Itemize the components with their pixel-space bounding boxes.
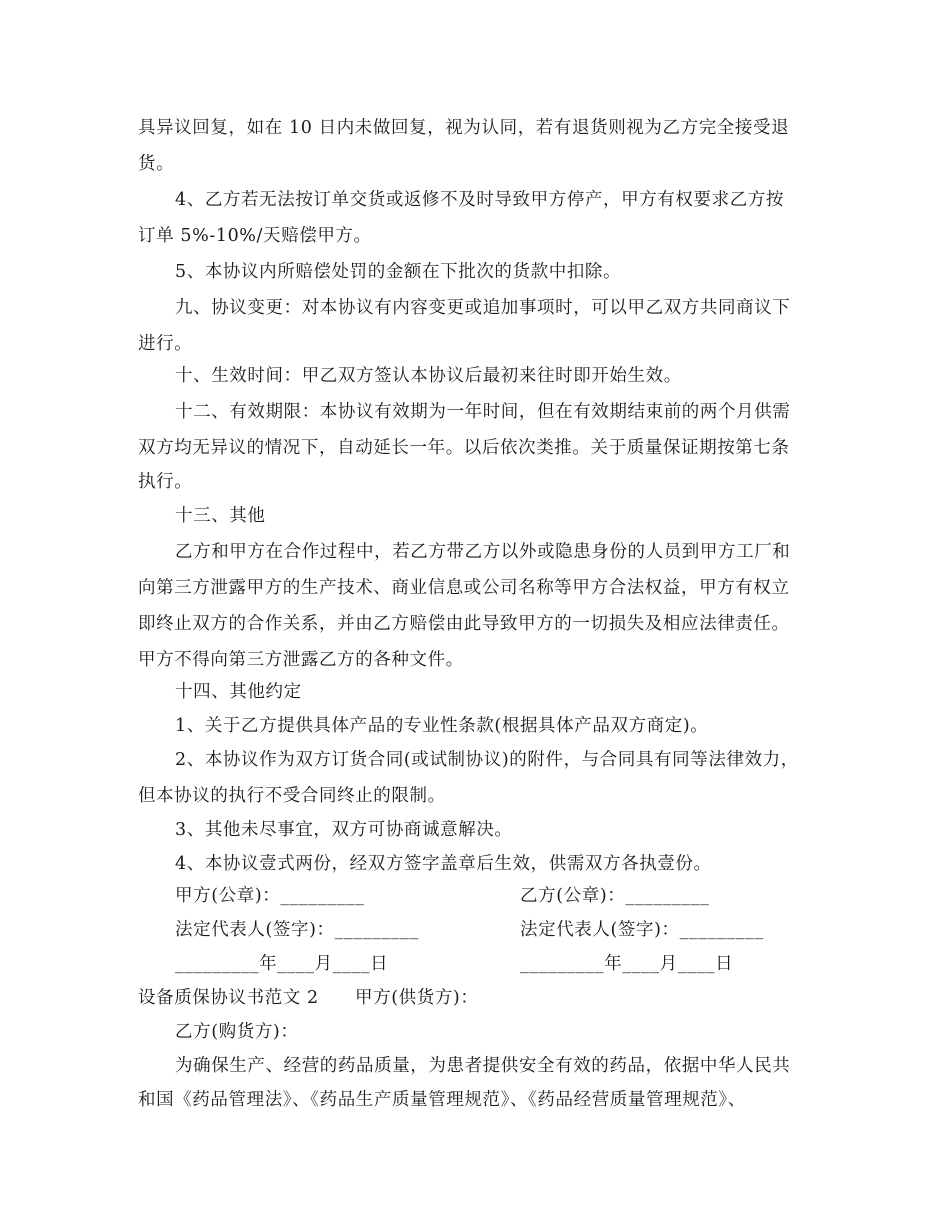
party-a-seal: 甲方(公章)：_________: [175, 886, 365, 906]
text-line: 执行。: [138, 472, 193, 492]
text-line: 5、本协议内所赔偿处罚的金额在下批次的货款中扣除。: [175, 262, 622, 282]
text-line: 4、乙方若无法按订单交货或返修不及时导致甲方停产，甲方有权要求乙方按: [175, 190, 785, 210]
text-line: 十、生效时间：甲乙双方签认本协议后最初来往时即开始生效。: [175, 366, 682, 386]
text-line: 为确保生产、经营的药品质量，为患者提供安全有效的药品，依据中华人民共: [175, 1056, 791, 1076]
text-line: 向第三方泄露甲方的生产技术、商业信息或公司名称等甲方合法权益，甲方有权立: [138, 578, 790, 598]
party-b-representative: 法定代表人(签字)：_________: [520, 920, 764, 940]
party-b-seal: 乙方(公章)：_________: [520, 886, 710, 906]
text-line: 1、关于乙方提供具体产品的专业性条款(根据具体产品双方商定)。: [175, 716, 709, 736]
buyer-line: 乙方(购货方)：: [175, 1022, 299, 1042]
text-line: 具异议回复，如在 10 日内未做回复，视为认同，若有退货则视为乙方完全接受退: [138, 118, 790, 138]
party-a-representative: 法定代表人(签字)：_________: [175, 920, 419, 940]
text-line: 十二、有效期限：本协议有效期为一年时间，但在有效期结束前的两个月供需: [175, 402, 791, 422]
text-line: 即终止双方的合作关系，并由乙方赔偿由此导致甲方的一切损失及相应法律责任。: [138, 614, 790, 634]
text-line: 4、本协议壹式两份，经双方签字盖章后生效，供需双方各执壹份。: [175, 854, 712, 874]
text-line: 九、协议变更：对本协议有内容变更或追加事项时，可以甲乙双方共同商议下: [175, 298, 791, 318]
party-a-date: _________年____月____日: [175, 954, 389, 974]
text-line: 和国《药品管理法》、《药品生产质量管理规范》、《药品经营质量管理规范》、: [138, 1090, 746, 1110]
section2-heading: 设备质保协议书范文 2 甲方(供货方)：: [138, 988, 479, 1008]
text-line: 进行。: [138, 334, 193, 354]
text-line: 3、其他未尽事宜，双方可协商诚意解决。: [175, 820, 513, 840]
text-line: 乙方和甲方在合作过程中，若乙方带乙方以外或隐患身份的人员到甲方工厂和: [175, 542, 791, 562]
text-line: 但本协议的执行不受合同终止的限制。: [138, 786, 446, 806]
party-b-date: _________年____月____日: [520, 954, 734, 974]
text-line: 双方均无异议的情况下，自动延长一年。以后依次类推。关于质量保证期按第七条: [138, 438, 790, 458]
section-heading: 十四、其他约定: [175, 682, 302, 702]
text-line: 订单 5%-10%/天赔偿甲方。: [138, 226, 372, 246]
text-line: 甲方不得向第三方泄露乙方的各种文件。: [138, 650, 464, 670]
text-line: 货。: [138, 154, 175, 174]
text-line: 2、本协议作为双方订货合同(或试制协议)的附件，与合同具有同等法律效力，: [175, 750, 799, 770]
section-heading: 十三、其他: [175, 506, 266, 526]
